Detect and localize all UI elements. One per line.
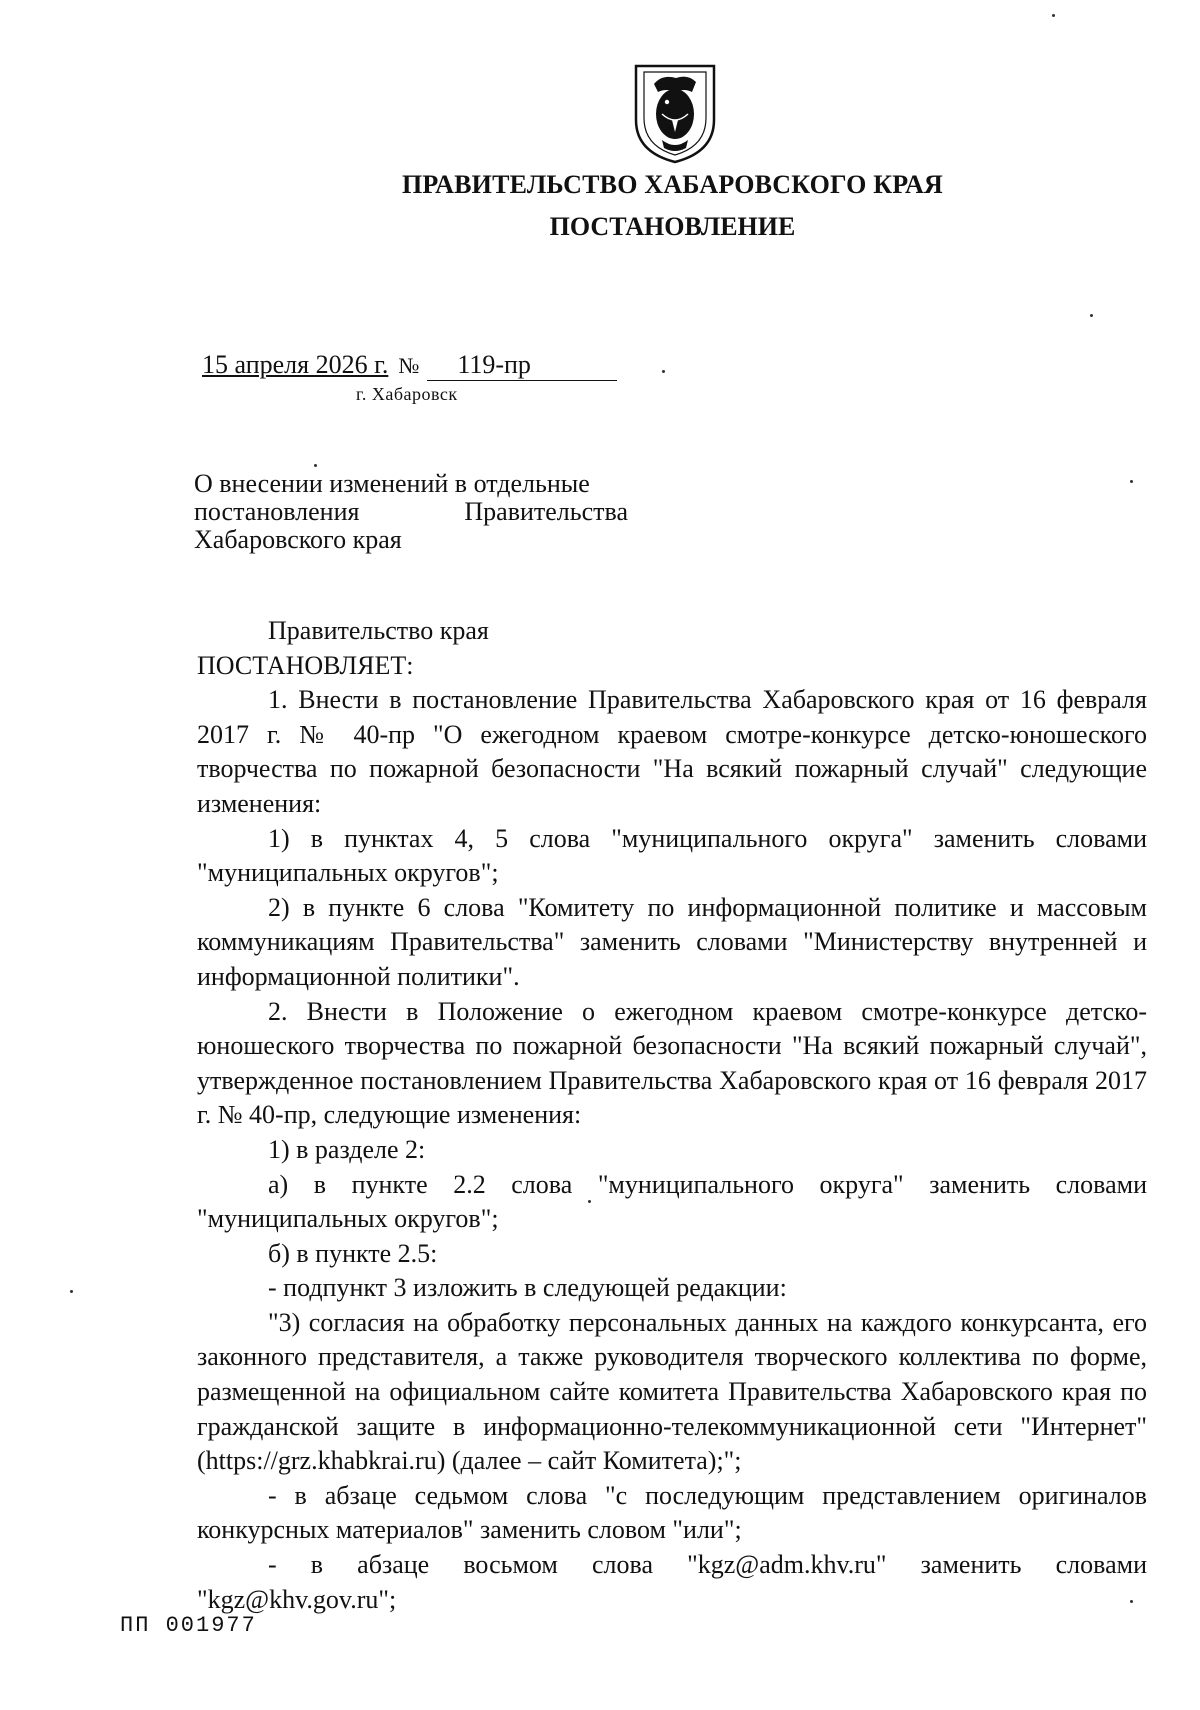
document-city: г. Хабаровск (356, 384, 458, 404)
paragraph: 1) в пунктах 4, 5 слова "муниципального округа" заменить словами "муниципальных округов"; (197, 823, 1147, 888)
document-type: ПОСТАНОВЛЕНИЕ (549, 212, 796, 241)
government-title: ПРАВИТЕЛЬСТВО ХАБАРОВСКОГО КРАЯ (401, 170, 943, 199)
subject-line: О внесении изменений в отдельные (194, 469, 590, 498)
scan-speck (662, 370, 665, 373)
paragraph: "3) согласия на обработку персональных данных на каждого конкурсанта, его законного представителя, а также руководителя творческого коллектива по форме, размещенной на официальном сайте комитета Правительства Хабаровского края по гражданской защите в информационно-телекоммуникационной сети "Интернет" (https://grz.khabkrai.ru) (далее – сайт Комитета);"; (197, 1307, 1147, 1476)
paragraph: 2) в пункте 6 слова "Комитету по информационной политике и массовым коммуникациям Правительства" заменить словами "Министерству внутренней и информационной политики". (197, 892, 1147, 991)
form-code: ПП 001977 (120, 1613, 257, 1638)
document-body (197, 614, 1147, 1617)
registration-line (202, 350, 617, 381)
subject-word: Правительства (464, 497, 628, 526)
subject-word: постановления (194, 497, 360, 526)
scan-speck (588, 1200, 591, 1203)
paragraph: 2. Внести в Положение о ежегодном краевом смотре-конкурсе детско-юношеского творчества по пожарной безопасности "На всякий пожарный случай", утвержденное постановлением Правительства Хабаровского края от 16 февраля 2017 г. № 40-пр, следующие изменения: (197, 996, 1147, 1130)
scan-speck (314, 464, 317, 467)
scan-speck (1090, 314, 1093, 317)
paragraph: а) в пункте 2.2 слова "муниципального округа" заменить словами "муниципальных округов"; (197, 1169, 1147, 1234)
subject-line: Хабаровского края (194, 525, 402, 554)
scan-speck (1052, 14, 1055, 17)
paragraph: 1. Внести в постановление Правительства Хабаровского края от 16 февраля 2017 г. № 40-пр "О ежегодном краевом смотре-конкурсе детско-юношеского творчества по пожарной безопасности "На всякий пожарный случай" следующие изменения: (197, 685, 1147, 818)
document-subject (194, 470, 628, 554)
paragraph: б) в пункте 2.5: (268, 1238, 438, 1268)
coat-of-arms-icon (632, 62, 718, 166)
document-number: 119-пр (427, 350, 617, 381)
paragraph: - в абзаце восьмом слова "kgz@adm.khv.ru" заменить словами "kgz@khv.gov.ru"; (197, 1550, 1147, 1614)
paragraph: 1) в разделе 2: (268, 1134, 426, 1164)
number-sign: № (398, 353, 420, 378)
scan-speck (70, 1290, 73, 1293)
decree-word: ПОСТАНОВЛЯЕТ: (197, 650, 414, 680)
intro-line: Правительство края (268, 616, 489, 645)
scan-speck (1130, 1600, 1133, 1603)
subject-line (194, 498, 628, 526)
paragraph: - подпункт 3 изложить в следующей редакции: (268, 1273, 787, 1303)
document-date: 15 апреля 2026 г. (202, 350, 389, 379)
scan-speck (1130, 480, 1133, 483)
paragraph: - в абзаце седьмом слова "с последующим представлением оригиналов конкурсных материалов" заменить словом "или"; (197, 1480, 1147, 1545)
